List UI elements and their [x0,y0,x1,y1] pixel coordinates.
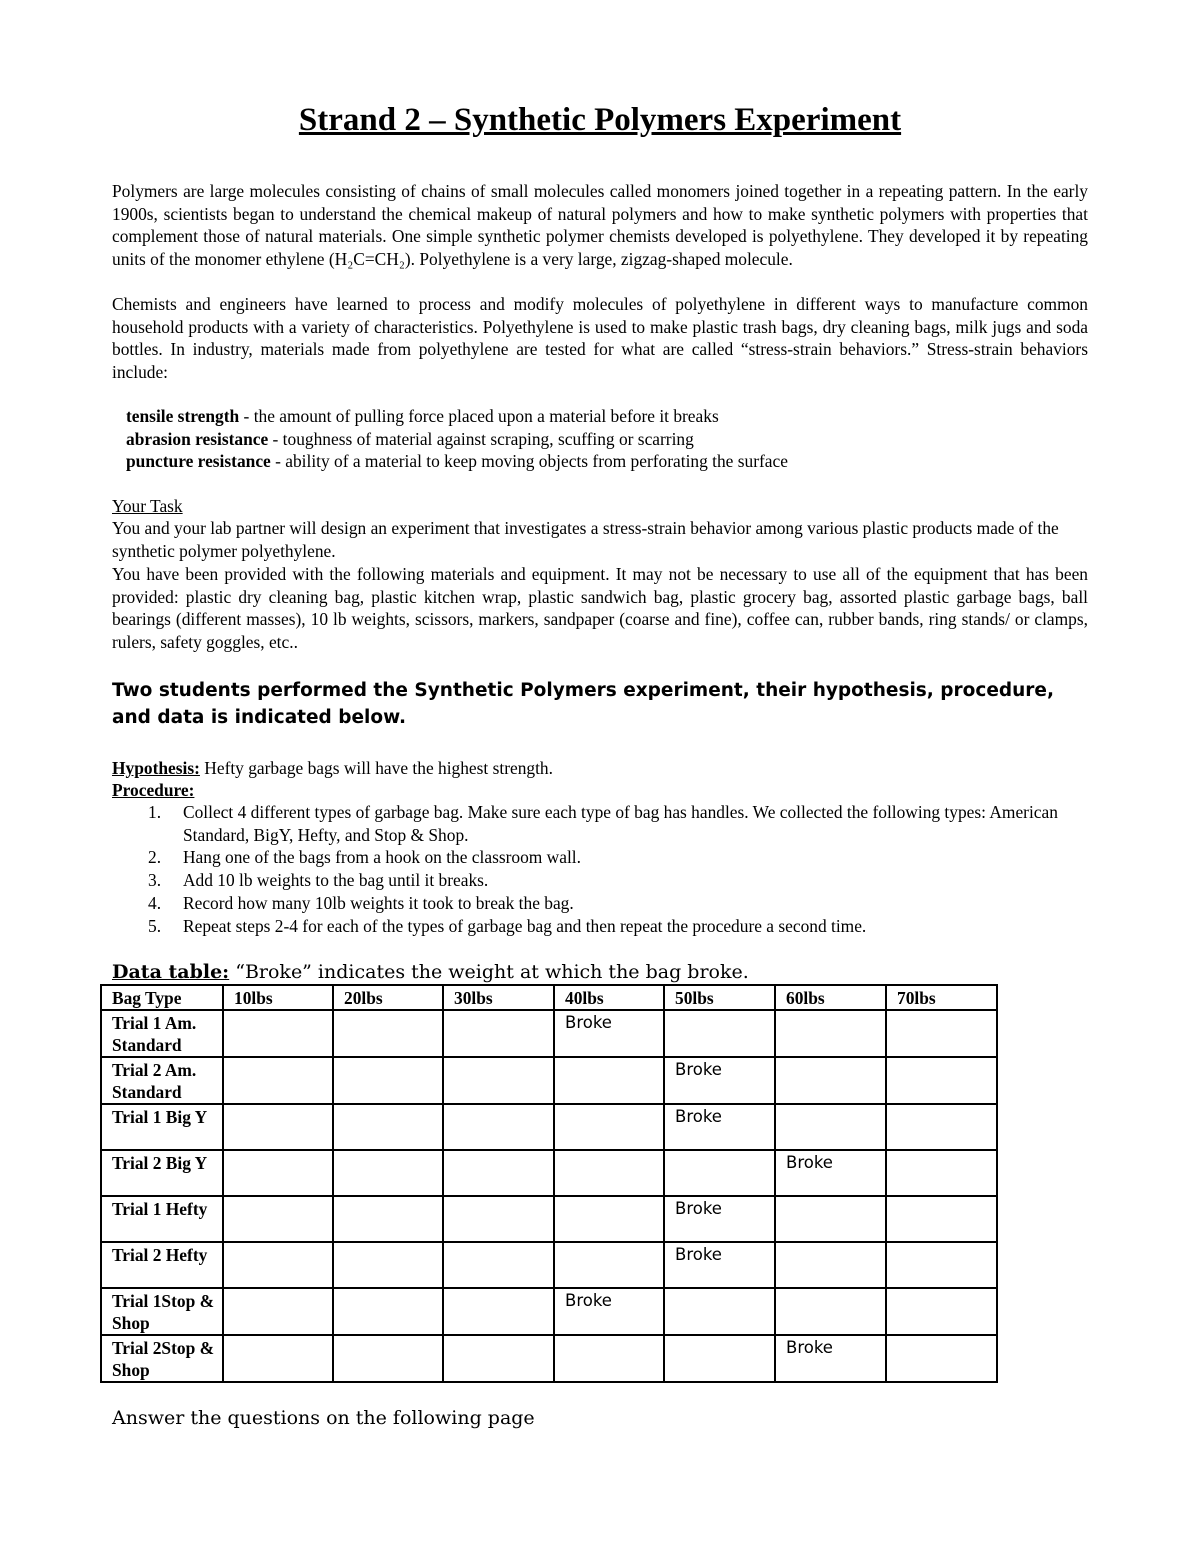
table-row [101,1335,997,1382]
table-cell: Broke [554,1288,664,1335]
table-row [101,1010,997,1057]
definitions-list [126,405,1086,473]
hypothesis [112,757,1088,780]
table-cell [554,1150,664,1196]
definition-term: tensile strength [126,406,240,426]
table-cell [223,1150,333,1196]
table-cell: Broke [775,1335,886,1382]
table-cell [333,1010,443,1057]
hypothesis-text: Hefty garbage bags will have the highest strength. [199,758,553,778]
row-label: Trial 2 Am. Standard [101,1057,223,1104]
step-text: Hang one of the bags from a hook on the classroom wall. [183,847,581,868]
procedure-step [112,801,1088,846]
table-cell [443,1242,554,1288]
data-table [100,984,998,1383]
definition-item [126,428,1086,451]
table-cell [775,1104,886,1150]
table-cell [886,1196,997,1242]
table-body [101,1010,997,1382]
table-cell [775,1288,886,1335]
step-text: Collect 4 different types of garbage bag. Make sure each type of bag has handles. We collected the following types: American Standard, BigY, Hefty, and Stop & Shop. [183,802,1058,845]
table-cell [554,1335,664,1382]
table-cell [443,1057,554,1104]
task-heading [112,495,1088,518]
table-cell [554,1057,664,1104]
procedure-step [112,892,1088,915]
table-cell [223,1104,333,1150]
table-cell: Broke [664,1196,775,1242]
intro-paragraph-1: Polymers are large molecules consisting of chains of small molecules called monomers joined together in a repeating pattern. In the early 1900s, scientists began to understand the chemical makeup of natural polymers and how to make synthetic polymers with properties that complement those of natural materials. One simple synthetic polymer chemists developed is polyethylene. They developed it by repeating units of the monomer ethylene (H₂C=CH₂). Polyethylene is a very large, zigzag-shaped molecule. [112,181,1088,270]
data-table-caption-text: “Broke” indicates the weight at which the bag broke. [229,961,749,983]
table-row [101,1057,997,1104]
definition-text: - toughness of material against scraping, scuffing or scarring [268,428,694,449]
table-cell [443,1150,554,1196]
table-cell: Broke [664,1057,775,1104]
table-cell [333,1335,443,1382]
table-cell [333,1196,443,1242]
table-cell [886,1288,997,1335]
data-table-label: Data table: [112,961,230,983]
table-cell [775,1242,886,1288]
row-label: Trial 1 Am. Standard [101,1010,223,1057]
procedure-steps [112,801,1088,937]
intro-paragraph-2: Chemists and engineers have learned to process and modify molecules of polyethylene in different ways to manufacture common household products with a variety of characteristics. Polyethylene is used to make plastic trash bags, dry cleaning bags, milk jugs and soda bottles. In industry, materials made from polyethylene are tested for what are called “stress-strain behaviors.” Stress-strain behaviors include: [112,294,1088,383]
table-cell [664,1010,775,1057]
table-cell [333,1288,443,1335]
column-header: Bag Type [101,985,223,1010]
definition-term: abrasion resistance [126,428,269,449]
table-cell [443,1288,554,1335]
procedure-step [112,915,1088,938]
task-paragraph-1: You and your lab partner will design an experiment that investigates a stress-strain behavior among various plastic products made of the synthetic polymer polyethylene. [112,518,1059,561]
row-label: Trial 2 Big Y [101,1150,223,1196]
table-row [101,1288,997,1335]
page-title: Strand 2 – Synthetic Polymers Experiment [298,102,902,138]
row-label: Trial 2 Hefty [101,1242,223,1288]
definition-item [126,450,1086,473]
data-table-caption [112,959,1088,985]
column-header: 10lbs [223,985,333,1010]
table-cell [223,1196,333,1242]
table-cell [664,1288,775,1335]
column-header: 70lbs [886,985,997,1010]
row-label: Trial 1 Hefty [101,1196,223,1242]
table-cell [775,1010,886,1057]
table-cell [223,1010,333,1057]
students-heading: Two students performed the Synthetic Polymers experiment, their hypothesis, procedure, and data is indicated below. [112,680,1054,728]
task-paragraph-2: You have been provided with the following materials and equipment. It may not be necessary to use all of the equipment that has been provided: plastic dry cleaning bag, plastic kitchen wrap, plastic sandwich bag, plastic grocery bag, assorted plastic garbage bags, ball bearings (different masses), 10 lb weights, scissors, markers, sandpaper (coarse and fine), coffee can, rubber bands, ring stands/ or clamps, rulers, safety goggles, etc.. [112,564,1088,653]
table-cell [554,1104,664,1150]
definition-term: puncture resistance [126,451,271,472]
table-cell [223,1335,333,1382]
table-cell [443,1196,554,1242]
table-cell [664,1335,775,1382]
hypothesis-label: Hypothesis: [112,758,200,778]
step-number: 1. [148,802,162,822]
step-text: Add 10 lb weights to the bag until it breaks. [183,870,489,891]
table-cell [775,1057,886,1104]
table-cell [333,1150,443,1196]
row-label: Trial 2Stop & Shop [101,1335,223,1382]
step-number: 4. [148,892,162,913]
table-row [101,1150,997,1196]
column-header: 40lbs [554,985,664,1010]
table-row [101,1196,997,1242]
step-number: 3. [148,870,162,891]
column-header: 50lbs [664,985,775,1010]
definition-item [126,405,1086,428]
table-cell [886,1335,997,1382]
step-text: Repeat steps 2-4 for each of the types of garbage bag and then repeat the procedure a second time. [183,915,867,936]
definition-text: - the amount of pulling force placed upon a material before it breaks [239,406,719,426]
table-cell: Broke [775,1150,886,1196]
task-heading-text: Your Task [112,496,183,516]
table-row [101,1242,997,1288]
column-header: 60lbs [775,985,886,1010]
step-number: 5. [148,915,162,936]
table-cell [886,1104,997,1150]
step-number: 2. [148,847,162,868]
table-cell [223,1242,333,1288]
table-header-row [101,985,997,1010]
column-header: 20lbs [333,985,443,1010]
table-cell [886,1242,997,1288]
step-text: Record how many 10lb weights it took to break the bag. [183,892,574,913]
table-cell [443,1104,554,1150]
table-cell [554,1242,664,1288]
table-cell [775,1196,886,1242]
row-label: Trial 1Stop & Shop [101,1288,223,1335]
table-cell [443,1335,554,1382]
table-cell: Broke [554,1010,664,1057]
row-label: Trial 1 Big Y [101,1104,223,1150]
procedure-heading [112,779,1088,802]
procedure-step [112,869,1088,892]
table-cell: Broke [664,1242,775,1288]
procedure-step [112,846,1088,869]
column-header: 30lbs [443,985,554,1010]
table-cell [554,1196,664,1242]
table-cell: Broke [664,1104,775,1150]
table-cell [223,1057,333,1104]
table-cell [886,1057,997,1104]
procedure-label: Procedure: [112,780,195,800]
table-cell [333,1242,443,1288]
definition-text: - ability of a material to keep moving objects from perforating the surface [270,451,788,472]
table-cell [443,1010,554,1057]
table-cell [886,1150,997,1196]
table-row [101,1104,997,1150]
footer-note: Answer the questions on the following page [112,1407,535,1429]
table-cell [223,1288,333,1335]
table-cell [333,1104,443,1150]
table-cell [664,1150,775,1196]
table-cell [886,1010,997,1057]
table-cell [333,1057,443,1104]
